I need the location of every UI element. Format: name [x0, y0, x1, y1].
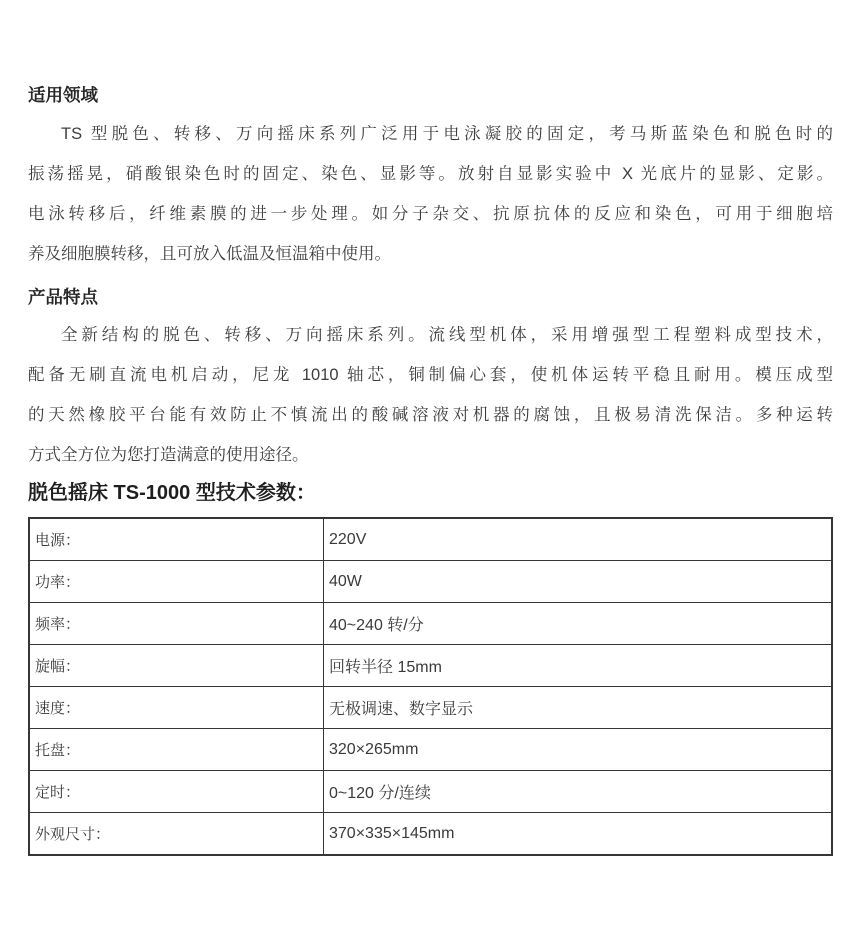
table-row	[29, 687, 832, 729]
spec-label-cell: 托盘：	[29, 729, 324, 771]
spec-label-cell: 定时：	[29, 771, 324, 813]
table-row	[29, 645, 832, 687]
spec-label-cell: 速度：	[29, 687, 324, 729]
table-row	[29, 561, 832, 603]
spec-label-cell: 外观尺寸：	[29, 813, 324, 856]
paragraph-line: 养及细胞膜转移，且可放入低温及恒温箱中使用。	[28, 245, 391, 263]
spec-table-title: 脱色摇床 TS-1000 型技术参数：	[28, 482, 316, 504]
paragraph-line: TS 型脱色、转移、万向摇床系列广泛用于电泳凝胶的固定，考马斯蓝染色和脱色时的	[61, 125, 833, 143]
paragraph-line: 振荡摇晃，硝酸银染色时的固定、染色、显影等。放射自显影实验中 X 光底片的显影、定影。	[28, 165, 833, 183]
table-row	[29, 813, 832, 856]
paragraph-line: 的天然橡胶平台能有效防止不慎流出的酸碱溶液对机器的腐蚀，且极易清洗保洁。多种运转	[28, 406, 833, 424]
spec-label-cell: 频率：	[29, 603, 324, 645]
paragraph-applicable-fields	[28, 114, 833, 274]
paragraph-line: 配备无刷直流电机启动，尼龙 1010 轴芯，铜制偏心套，使机体运转平稳且耐用。模压成型	[28, 366, 833, 384]
paragraph-line: 电泳转移后，纤维素膜的进一步处理。如分子杂交、抗原抗体的反应和染色，可用于细胞培	[28, 205, 833, 223]
spec-table	[28, 517, 833, 856]
paragraph-line: 全新结构的脱色、转移、万向摇床系列。流线型机体，采用增强型工程塑料成型技术，	[61, 326, 833, 344]
spec-value-cell: 220V	[324, 518, 833, 561]
spec-label-cell: 旋幅：	[29, 645, 324, 687]
spec-value-cell: 回转半径 15mm	[324, 645, 833, 687]
paragraph-line: 方式全方位为您打造满意的使用途径。	[28, 446, 309, 464]
table-row	[29, 518, 832, 561]
spec-value-cell: 无极调速、数字显示	[324, 687, 833, 729]
table-row	[29, 729, 832, 771]
table-row	[29, 603, 832, 645]
section-heading-applicable-fields: 适用领域	[28, 85, 98, 105]
spec-value-cell: 0~120 分/连续	[324, 771, 833, 813]
table-row	[29, 771, 832, 813]
section-heading-product-features: 产品特点	[28, 287, 98, 307]
spec-label-cell: 电源：	[29, 518, 324, 561]
spec-value-cell: 40W	[324, 561, 833, 603]
spec-value-cell: 370×335×145mm	[324, 813, 833, 856]
spec-label-cell: 功率：	[29, 561, 324, 603]
spec-value-cell: 320×265mm	[324, 729, 833, 771]
paragraph-product-features	[28, 315, 833, 475]
spec-value-cell: 40~240 转/分	[324, 603, 833, 645]
